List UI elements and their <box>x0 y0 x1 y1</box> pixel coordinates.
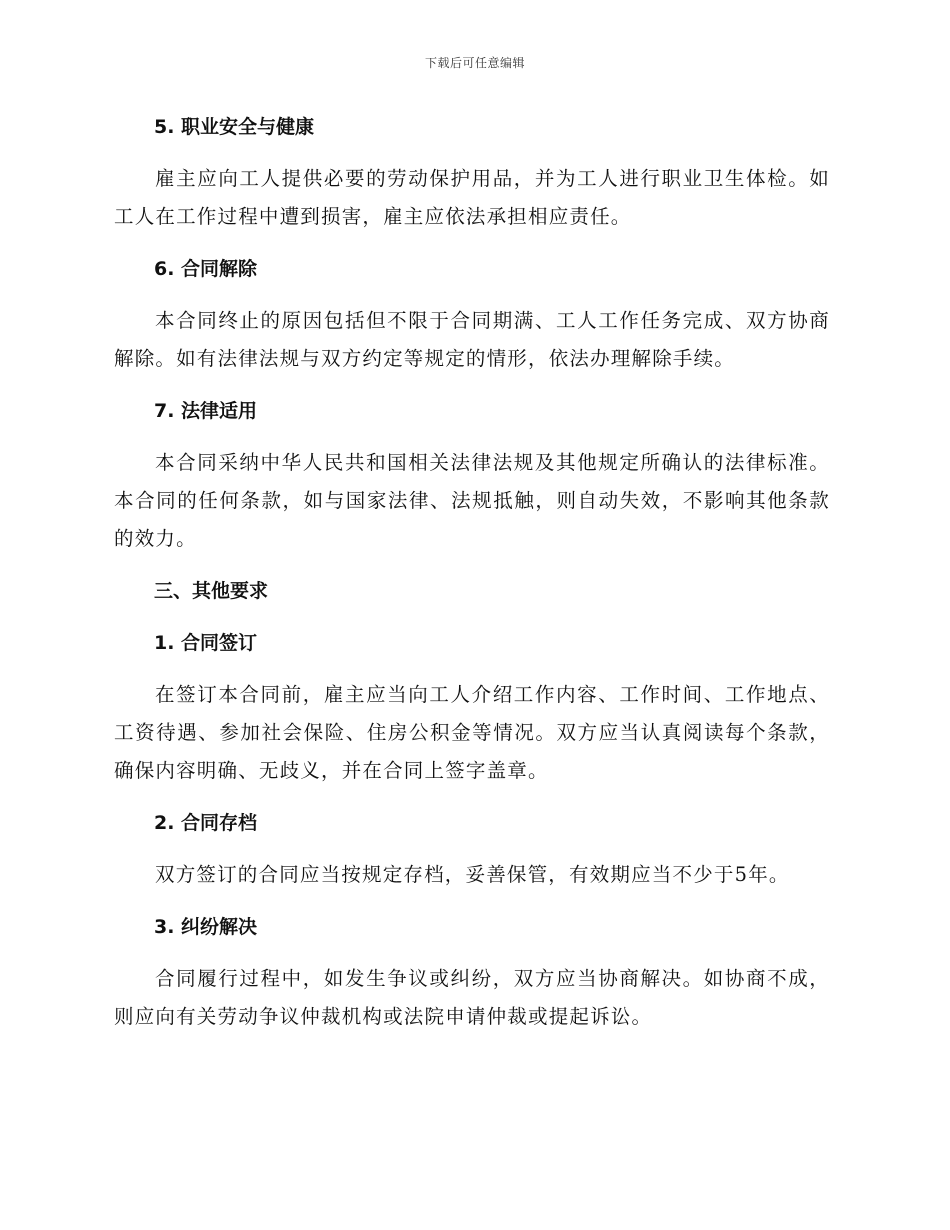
section-heading-6: 6. 合同解除 <box>154 258 258 280</box>
page-header: 下载后可任意编辑 <box>424 56 525 70</box>
section-paragraph: 合同履行过程中，如发生争议或纠纷，双方应当协商解决。如协商不成，则应向有关劳动争议仲裁机构或法院申请仲裁或提起诉讼。 <box>114 967 830 1028</box>
section-heading-5: 5. 职业安全与健康 <box>154 116 315 138</box>
section-paragraph: 本合同采纳中华人民共和国相关法律法规及其他规定所确认的法律标准。本合同的任何条款，如与国家法律、法规抵触，则自动失效，不影响其他条款的效力。 <box>114 451 830 550</box>
section-paragraph: 在签订本合同前，雇主应当向工人介绍工作内容、工作时间、工作地点、工资待遇、参加社会保险、住房公积金等情况。双方应当认真阅读每个条款，确保内容明确、无歧义，并在合同上签字盖章。 <box>114 683 830 782</box>
section-heading-1: 1. 合同签订 <box>154 632 258 654</box>
section-heading-3: 3. 纠纷解决 <box>154 916 258 938</box>
section-heading-7: 7. 法律适用 <box>154 400 258 422</box>
section-paragraph: 雇主应向工人提供必要的劳动保护用品，并为工人进行职业卫生体检。如工人在工作过程中遭到损害，雇主应依法承担相应责任。 <box>114 167 830 228</box>
section-paragraph: 双方签订的合同应当按规定存档，妥善保管，有效期应当不少于5年。 <box>155 863 790 886</box>
section-heading-2: 2. 合同存档 <box>154 812 258 834</box>
chapter-heading-3: 三、其他要求 <box>154 580 269 602</box>
section-paragraph: 本合同终止的原因包括但不限于合同期满、工人工作任务完成、双方协商解除。如有法律法规与双方约定等规定的情形，依法办理解除手续。 <box>114 309 830 370</box>
document-body <box>114 108 830 1050</box>
